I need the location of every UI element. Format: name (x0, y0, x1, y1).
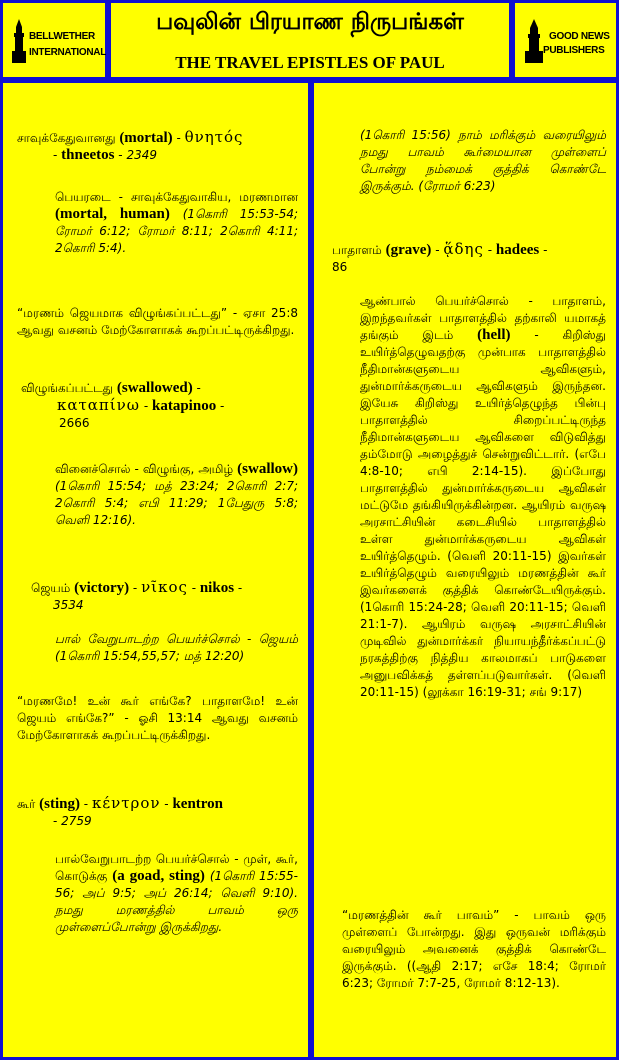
continuation-text: (1கொரி 15:56) நாம் மரிக்கும் வரையிலும் நமது பாவம் கூர்மையான முள்ளைப் போன்று நம்மைக் குத்திக் கொண்டே இருக்கும். (ரோமர் 6:23) (360, 128, 606, 193)
entry-greek: νῖκος (141, 578, 188, 596)
header-title-box (108, 0, 512, 80)
sting-continuation (360, 127, 606, 195)
header-left-logo-box (0, 0, 108, 80)
entry-greek: θνητός (184, 128, 244, 146)
quote-hosea: “மரணமே! உன் கூர் எங்கே? பாதாளமே! உன் ஜெயம் எங்கே?” - ஓசி 13:14 ஆவது வசனம் மேற்கோளாகக் கூறப்பட்டிருக்கிறது. (17, 694, 298, 742)
entry-tamil: சாவுக்கேதுவானது (17, 131, 116, 145)
entry-victory: ஜெயம் (victory) - νῖκος - nikos - 3534 (31, 578, 243, 612)
logo-text-line1: BELLWETHER (29, 31, 95, 42)
logo-text-line2: PUBLISHERS (543, 45, 605, 56)
good-news-logo (521, 17, 615, 67)
bellwether-logo (9, 17, 107, 67)
definition-english: (hell) (477, 327, 511, 343)
definition-mortal (55, 189, 298, 257)
entry-swallowed: விழுங்கப்பட்டது (swallowed) - καταπίνω - katapinoo - 2666 (21, 380, 225, 430)
scripture-refs: (1கொரி 15:53-54; ரோமர் 6:12; ரோமர் 8:11; 2கொரி 4:11; 2கொரி 5:4). (55, 207, 299, 255)
header-right-logo-box (512, 0, 619, 80)
definition-sting (55, 851, 298, 936)
page-title-english: THE TRAVEL EPISTLES OF PAUL (175, 53, 445, 72)
entry-english: (victory) (74, 580, 130, 596)
logo-text-line2: INTERNATIONAL (29, 47, 107, 58)
entry-greek: καταπίνω (57, 396, 141, 414)
definition-english: (mortal, human) (55, 206, 170, 222)
entry-greek: ᾅδης (443, 240, 484, 258)
entry-translit: katapinoo (152, 398, 217, 414)
strong-number: 2666 (59, 416, 90, 430)
definition-text: பால்வேறுபாடற்ற பெயர்ச்சொல் - முள், கூர், கொடுக்கு (55, 852, 298, 883)
quote-sting-of-death: “மரணத்தின் கூர் பாவம்” - பாவம் ஒரு முள்ளைப் போன்றது. இது ஒருவன் மரிக்கும் வரையிலும் அவனைக் குத்திக் கொண்டே இருக்கும். ((ஆதி 2:17; எசே 18:4; ரோமர் 6:23; ரோமர் 7:7-25, ரோமர் 8:12-13). (342, 908, 606, 990)
definition-grave (360, 293, 606, 701)
entry-english: (sting) (39, 796, 80, 812)
definition-text: - கிறிஸ்து உயிர்த்தெழுவதற்கு முன்பாக பாதாளத்தில் நீதிமான்களுடைய ஆவிகளும், துன்மார்க்கருடைய ஆவிகளும் இருந்தன. இயேசு கிறிஸ்து உயிர்த்தெழுந்த பின்பு பாதாளத்தில் சிறைப்பட்டிருந்த நீதிமான்களுடைய ஆவிகளை விடுவித்து தம்மோடு அழைத்துச் சென்றுவிட்டார். (எபே 4:8-10; எபி 2:14-15). இப்போது பாதாளத்தில் துன்மார்க்கருடைய ஆவிகள் மட்டுமே தங்கியிருக்கின்றன. ஆயிரம் வருஷ அரசாட்சியின் கடைசியில் பாதாளத்தில் உள்ள துன்மார்க்கருடைய ஆவிகள் உயிர்த்தெழும். (வெளி 20:11-15) இவர்கள் உயிர்த்தெழும் வரையிலும் மரணத்தின் கூர் இவர்களைக் குத்திக் கொண்டேயிருக்கும். (1கொரி 15:24-28; வெளி 20:11-15; வெளி 21:1-7). ஆயிரம் வருஷ அரசாட்சியின் முடிவில் துன்மார்க்கர் நியாயந்தீர்க்கப்பட்டு நரகத்திற்கு நித்திய காலமாகப் பாடுகளை அனுபவிக்கத் தள்ளப்படுவார்கள். (வெளி 20:11-15) (லூக்கா 16:19-31; சங் 9:17) (360, 328, 606, 699)
tower-icon (523, 19, 545, 63)
page-title-tamil: பவுலின் பிரயாண நிருபங்கள் (156, 9, 464, 35)
entry-translit: kentron (172, 796, 224, 812)
definition-swallow (55, 461, 298, 529)
strong-number: 2759 (61, 814, 92, 828)
entry-translit: thneetos (61, 147, 115, 163)
entry-tamil: ஜெயம் (31, 581, 71, 595)
left-column (0, 80, 311, 1060)
entry-greek: κέντρον (91, 794, 161, 812)
tower-icon (11, 19, 27, 63)
entry-grave: பாதாளம் (grave) - ᾅδης - hadees - 86 (332, 240, 548, 274)
definition-text: பெயரடை - சாவுக்கேதுவாகிய, மரணமான (55, 190, 298, 204)
scripture-refs: (1கொரி 15:55-56; அப் 9:5; அப் 26:14; வெளி 9:10). நமது மரணத்தில் பாவம் ஒரு முள்ளைப்போன்று இருக்கிறது. (55, 869, 298, 934)
definition-english: (swallow) (237, 461, 298, 477)
entry-sting: கூர் (sting) - κέντρον - kentron - 2759 (17, 794, 224, 828)
strong-number: 2349 (126, 148, 157, 162)
entry-english: (grave) (385, 242, 432, 258)
right-column (311, 80, 619, 1060)
strong-number: 86 (332, 260, 348, 274)
strong-number: 3534 (53, 598, 84, 612)
entry-tamil: விழுங்கப்பட்டது (21, 381, 114, 395)
definition-victory (55, 631, 298, 665)
entry-translit: nikos (199, 580, 235, 596)
entry-english: (mortal) (119, 130, 173, 146)
entry-english: (swallowed) (116, 380, 193, 396)
entry-tamil: பாதாளம் (332, 243, 382, 257)
definition-text: வினைச்சொல் - விழுங்கு, அமிழ் (55, 462, 234, 476)
entry-translit: hadees (495, 242, 540, 258)
logo-text-line1: GOOD NEWS (549, 31, 610, 42)
entry-tamil: கூர் (17, 797, 36, 811)
definition-english: (a goad, sting) (112, 868, 205, 884)
entry-mortal: சாவுக்கேதுவானது (mortal) - θνητός - thneetos - 2349 (17, 128, 244, 163)
definition-text: ஆண்பால் பெயர்ச்சொல் - பாதாளம், இறந்தவர்கள் பாதாளத்தில் தற்காலி யமாகத் தங்கும் இடம் (360, 294, 606, 342)
quote-isaiah: “மரணம் ஜெயமாக விழுங்கப்பட்டது” - ஏசா 25:8 ஆவது வசனம் மேற்கோளாகக் கூறப்பட்டிருக்கிறது. (17, 306, 298, 337)
scripture-refs: (1கொரி 15:54; மத் 23:24; 2கொரி 2:7; 2கொரி 5:4; எபி 11:29; 1பேதுரு 5:8; வெளி 12:16). (55, 479, 298, 527)
definition-text: பால் வேறுபாடற்ற பெயர்ச்சொல் - ஜெயம் (1கொரி 15:54,55,57; மத் 12:20) (55, 632, 298, 663)
